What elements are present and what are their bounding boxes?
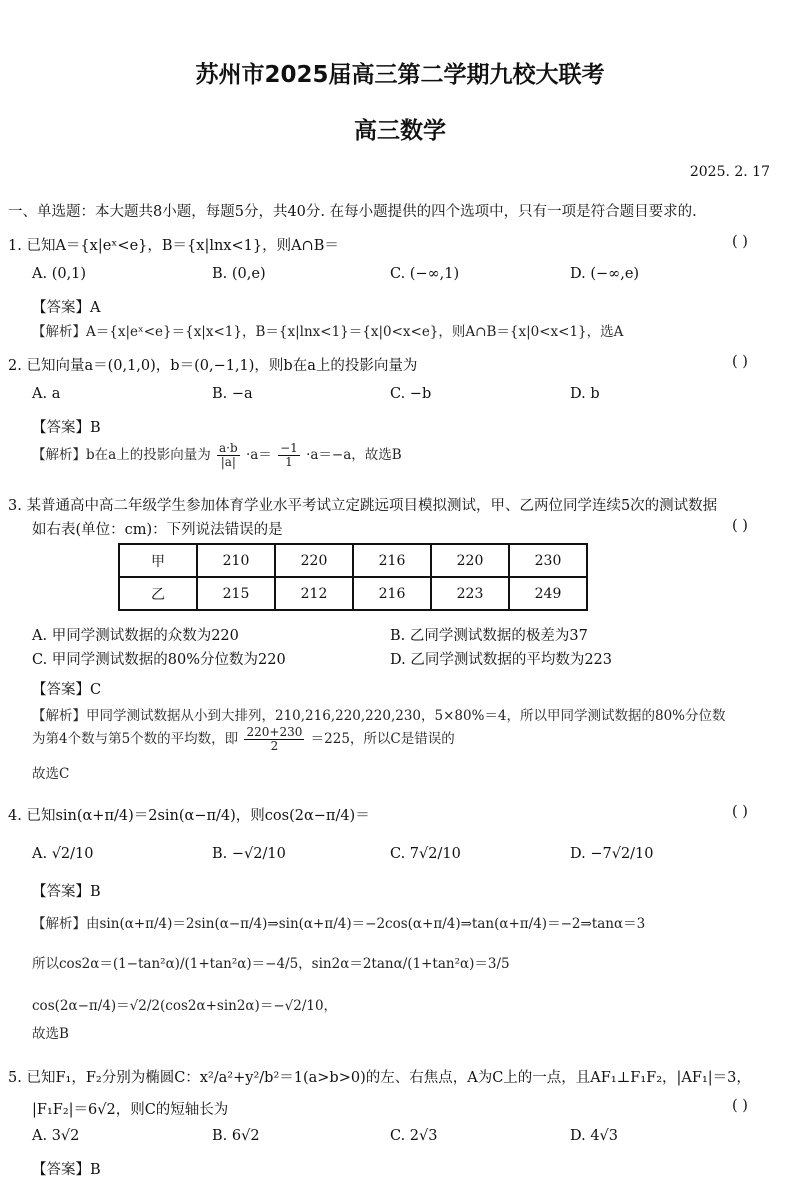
option-b: B. −√2/10 xyxy=(212,846,286,862)
exam-title: 苏州市2025届高三第二学期九校大联考 xyxy=(195,62,605,88)
explanation-line1: 【解析】甲同学测试数据从小到大排列，210,216,220,220,230，5×80%＝4，所以甲同学测试数据的80%分位数 xyxy=(32,708,726,724)
option-a: A. 甲同学测试数据的众数为220 xyxy=(32,628,239,644)
option-c: C. 甲同学测试数据的80%分位数为220 xyxy=(32,652,286,668)
explanation-line4: 故选B xyxy=(32,1026,69,1042)
explanation-prefix: 【解析】b在a上的投影向量为 xyxy=(32,447,211,463)
fraction xyxy=(244,726,304,753)
fraction-denominator: 1 xyxy=(285,455,293,469)
question-3-stem-line2: 如右表(单位：cm)：下列说法错误的是 xyxy=(32,522,283,538)
option-d: D. b xyxy=(570,386,600,402)
explanation-line3: 故选C xyxy=(32,766,70,782)
fraction-numerator: 220+230 xyxy=(246,725,303,739)
fraction-numerator: −1 xyxy=(280,441,298,455)
fraction-denominator: 2 xyxy=(270,739,279,753)
explanation-suffix: ·a＝−a，故选B xyxy=(306,447,402,463)
fraction-numerator: a·b xyxy=(219,441,238,455)
question-4-stem: 4. 已知sin(α+π/4)＝2sin(α−π/4)，则cos(2α−π/4)＝ xyxy=(8,808,370,824)
explanation-line3: cos(2α−π/4)＝√2/2(cos2α+sin2α)＝−√2/10， xyxy=(32,998,338,1014)
table-cell: 215 xyxy=(197,577,275,610)
option-b: B. 乙同学测试数据的极差为37 xyxy=(390,628,588,644)
explanation-line2 xyxy=(32,726,455,753)
option-b: B. 6√2 xyxy=(212,1128,260,1144)
table-cell: 216 xyxy=(353,544,431,577)
fraction xyxy=(217,442,240,469)
answer-label: 【答案】B xyxy=(32,420,101,436)
answer-blank: ( ) xyxy=(732,1098,748,1114)
table-cell: 220 xyxy=(275,544,353,577)
option-b: B. −a xyxy=(212,386,253,402)
answer-blank: ( ) xyxy=(732,518,748,534)
fraction-denominator: |a| xyxy=(220,455,236,469)
answer-label: 【答案】A xyxy=(32,300,101,316)
answer-label: 【答案】B xyxy=(32,884,101,900)
option-a: A. a xyxy=(32,386,61,402)
table-cell: 220 xyxy=(431,544,509,577)
table-cell: 216 xyxy=(353,577,431,610)
explanation: 【解析】A＝{x|eˣ<e}＝{x|x<1}，B＝{x|lnx<1}＝{x|0<x<e}，则A∩B＝{x|0<x<1}，选A xyxy=(32,324,624,340)
question-2-stem: 2. 已知向量a＝(0,1,0)，b＝(0,−1,1)，则b在a上的投影向量为 xyxy=(8,358,418,374)
answer-blank: ( ) xyxy=(732,234,748,250)
table-row xyxy=(119,544,587,577)
data-table xyxy=(118,543,588,611)
exam-date: 2025. 2. 17 xyxy=(689,164,770,180)
section-heading: 一、单选题：本大题共8小题，每题5分，共40分. 在每小题提供的四个选项中，只有一项是符合题目要求的. xyxy=(8,204,697,220)
explanation-middle: ·a＝ xyxy=(245,447,272,463)
option-b: B. (0,e) xyxy=(212,266,266,282)
question-1-stem: 1. 已知A＝{x|eˣ<e}，B＝{x|lnx<1}，则A∩B＝ xyxy=(8,238,339,254)
fraction xyxy=(278,442,300,469)
table-cell: 223 xyxy=(431,577,509,610)
answer-label: 【答案】B xyxy=(32,1162,101,1178)
table-cell: 249 xyxy=(509,577,587,610)
option-d: D. 乙同学测试数据的平均数为223 xyxy=(390,652,613,668)
question-3-stem-line1: 3. 某普通高中高二年级学生参加体育学业水平考试立定跳远项目模拟测试，甲、乙两位同学连续5次的测试数据 xyxy=(8,498,718,514)
explanation-line2: 所以cos2α＝(1−tan²α)/(1+tan²α)＝−4/5，sin2α＝2tanα/(1+tan²α)＝3/5 xyxy=(32,956,510,972)
option-c: C. 2√3 xyxy=(390,1128,438,1144)
answer-blank: ( ) xyxy=(732,354,748,370)
option-a: A. √2/10 xyxy=(32,846,94,862)
explanation-suffix: ＝225，所以C是错误的 xyxy=(310,731,455,747)
option-d: D. −7√2/10 xyxy=(570,846,654,862)
table-cell: 210 xyxy=(197,544,275,577)
explanation-line1: 【解析】由sin(α+π/4)＝2sin(α−π/4)⇒sin(α+π/4)＝−2cos(α+π/4)⇒tan(α+π/4)＝−2⇒tanα＝3 xyxy=(32,916,646,932)
option-d: D. (−∞,e) xyxy=(570,266,640,282)
option-a: A. (0,1) xyxy=(32,266,87,282)
option-c: C. 7√2/10 xyxy=(390,846,461,862)
option-a: A. 3√2 xyxy=(32,1128,80,1144)
table-cell: 甲 xyxy=(119,544,197,577)
question-5-stem-line1: 5. 已知F₁，F₂分别为椭圆C：x²/a²+y²/b²＝1(a>b>0)的左、右焦点，A为C上的一点，且AF₁⊥F₁F₂，|AF₁|＝3， xyxy=(8,1070,751,1086)
table-row xyxy=(119,577,587,610)
answer-label: 【答案】C xyxy=(32,682,102,698)
exam-subject: 高三数学 xyxy=(354,118,446,144)
option-c: C. (−∞,1) xyxy=(390,266,460,282)
table-cell: 212 xyxy=(275,577,353,610)
explanation xyxy=(32,442,402,469)
explanation-prefix: 为第4个数与第5个数的平均数，即 xyxy=(32,731,239,747)
table-cell: 230 xyxy=(509,544,587,577)
option-c: C. −b xyxy=(390,386,432,402)
answer-blank: ( ) xyxy=(732,804,748,820)
option-d: D. 4√3 xyxy=(570,1128,619,1144)
table-cell: 乙 xyxy=(119,577,197,610)
question-5-stem-line2: |F₁F₂|＝6√2，则C的短轴长为 xyxy=(32,1102,229,1118)
